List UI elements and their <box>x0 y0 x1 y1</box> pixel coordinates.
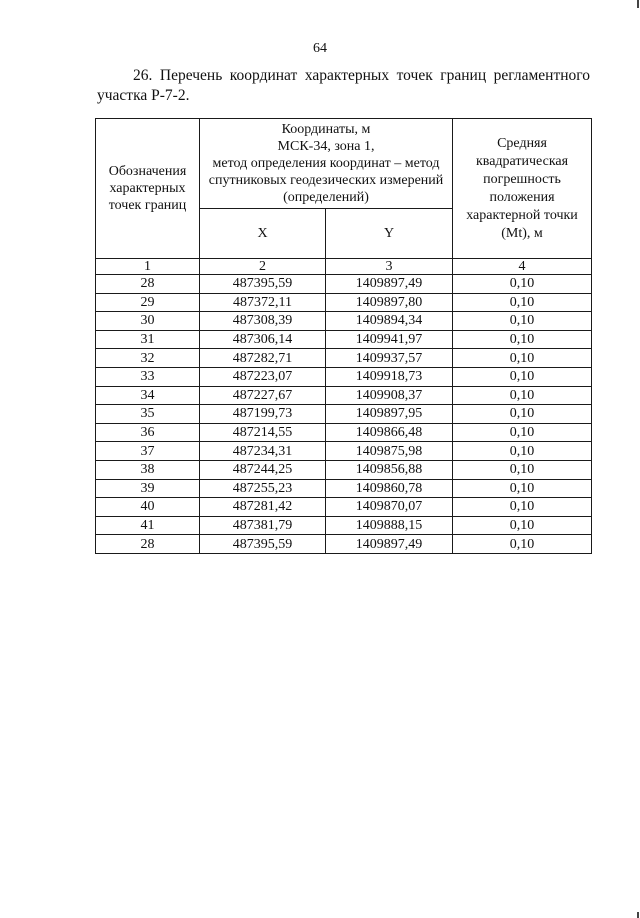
coord-x: 487395,59 <box>200 535 326 554</box>
coord-y: 1409894,34 <box>326 312 453 331</box>
mean-error: 0,10 <box>453 275 592 294</box>
coord-x: 487227,67 <box>200 386 326 405</box>
point-id: 29 <box>96 293 200 312</box>
header-y: Y <box>326 209 453 259</box>
header-coordinates-line: (определений) <box>283 190 369 205</box>
header-coordinates-line: Координаты, м <box>281 122 371 137</box>
coord-y: 1409908,37 <box>326 386 453 405</box>
section-heading-line-2: участка Р-7-2. <box>97 87 190 104</box>
coord-y: 1409870,07 <box>326 498 453 517</box>
header-coordinates-line: спутниковых геодезических измерений <box>208 173 444 188</box>
point-id: 33 <box>96 367 200 386</box>
header-coordinates-line: метод определения координат – метод <box>212 156 440 171</box>
header-mean-error-line: положения <box>489 189 555 205</box>
header-point-designation-line: точек границ <box>108 198 187 213</box>
point-id: 28 <box>96 275 200 294</box>
header-mean-error-line: (Mt), м <box>501 225 543 241</box>
table-row <box>96 367 592 386</box>
point-id: 36 <box>96 423 200 442</box>
coord-x: 487282,71 <box>200 349 326 368</box>
section-heading-line-1: 26. Перечень координат характерных точек границ регламентного <box>133 67 590 84</box>
table-row <box>96 423 592 442</box>
point-id: 37 <box>96 442 200 461</box>
point-id: 28 <box>96 535 200 554</box>
table-row <box>96 460 592 479</box>
coord-x: 487255,23 <box>200 479 326 498</box>
section-heading <box>97 66 590 106</box>
table-row <box>96 516 592 535</box>
column-number: 1 <box>96 259 200 275</box>
page-number: 64 <box>313 41 327 56</box>
mean-error: 0,10 <box>453 386 592 405</box>
coord-x: 487223,07 <box>200 367 326 386</box>
mean-error: 0,10 <box>453 423 592 442</box>
mean-error: 0,10 <box>453 405 592 424</box>
mean-error: 0,10 <box>453 479 592 498</box>
point-id: 40 <box>96 498 200 517</box>
column-number: 4 <box>453 259 592 275</box>
point-id: 39 <box>96 479 200 498</box>
coord-y: 1409897,95 <box>326 405 453 424</box>
coord-x: 487214,55 <box>200 423 326 442</box>
coord-x: 487244,25 <box>200 460 326 479</box>
header-coordinates <box>200 119 453 209</box>
coord-y: 1409897,49 <box>326 275 453 294</box>
table-row <box>96 349 592 368</box>
mean-error: 0,10 <box>453 498 592 517</box>
mean-error: 0,10 <box>453 312 592 331</box>
coord-x: 487281,42 <box>200 498 326 517</box>
mean-error: 0,10 <box>453 293 592 312</box>
header-mean-error-line: характерной точки <box>466 207 578 223</box>
header-mean-error-line: Средняя <box>497 135 547 151</box>
coord-x: 487395,59 <box>200 275 326 294</box>
mean-error: 0,10 <box>453 442 592 461</box>
table-row <box>96 479 592 498</box>
point-id: 38 <box>96 460 200 479</box>
coord-x: 487372,11 <box>200 293 326 312</box>
coord-y: 1409941,97 <box>326 330 453 349</box>
header-point-designation-line: характерных <box>109 181 186 196</box>
point-id: 30 <box>96 312 200 331</box>
coord-y: 1409918,73 <box>326 367 453 386</box>
table-row <box>96 442 592 461</box>
coord-x: 487199,73 <box>200 405 326 424</box>
point-id: 32 <box>96 349 200 368</box>
coord-y: 1409888,15 <box>326 516 453 535</box>
coord-x: 487234,31 <box>200 442 326 461</box>
mean-error: 0,10 <box>453 367 592 386</box>
scan-edge-mark <box>637 912 639 918</box>
table-row <box>96 498 592 517</box>
header-mean-error-line: квадратическая <box>475 153 569 169</box>
header-mean-error-line: погрешность <box>483 171 561 187</box>
point-id: 31 <box>96 330 200 349</box>
mean-error: 0,10 <box>453 516 592 535</box>
header-point-designation-line: Обозначения <box>108 164 187 179</box>
table-row <box>96 386 592 405</box>
header-coordinates-line: МСК-34, зона 1, <box>277 139 375 154</box>
table-row <box>96 330 592 349</box>
table-row <box>96 275 592 294</box>
coord-y: 1409860,78 <box>326 479 453 498</box>
coord-x: 487308,39 <box>200 312 326 331</box>
point-id: 35 <box>96 405 200 424</box>
coord-y: 1409856,88 <box>326 460 453 479</box>
coordinates-table <box>95 118 592 554</box>
coord-y: 1409937,57 <box>326 349 453 368</box>
mean-error: 0,10 <box>453 330 592 349</box>
table-row <box>96 405 592 424</box>
header-x: X <box>200 209 326 259</box>
coord-x: 487381,79 <box>200 516 326 535</box>
coord-y: 1409866,48 <box>326 423 453 442</box>
coord-x: 487306,14 <box>200 330 326 349</box>
mean-error: 0,10 <box>453 535 592 554</box>
table-row <box>96 535 592 554</box>
scan-edge-mark <box>637 0 639 8</box>
table-row <box>96 312 592 331</box>
column-number: 2 <box>200 259 326 275</box>
point-id: 41 <box>96 516 200 535</box>
column-number: 3 <box>326 259 453 275</box>
coord-y: 1409897,49 <box>326 535 453 554</box>
table-row <box>96 293 592 312</box>
coord-y: 1409875,98 <box>326 442 453 461</box>
header-mean-error <box>453 119 592 259</box>
coord-y: 1409897,80 <box>326 293 453 312</box>
point-id: 34 <box>96 386 200 405</box>
header-point-designation <box>96 119 200 259</box>
mean-error: 0,10 <box>453 460 592 479</box>
mean-error: 0,10 <box>453 349 592 368</box>
